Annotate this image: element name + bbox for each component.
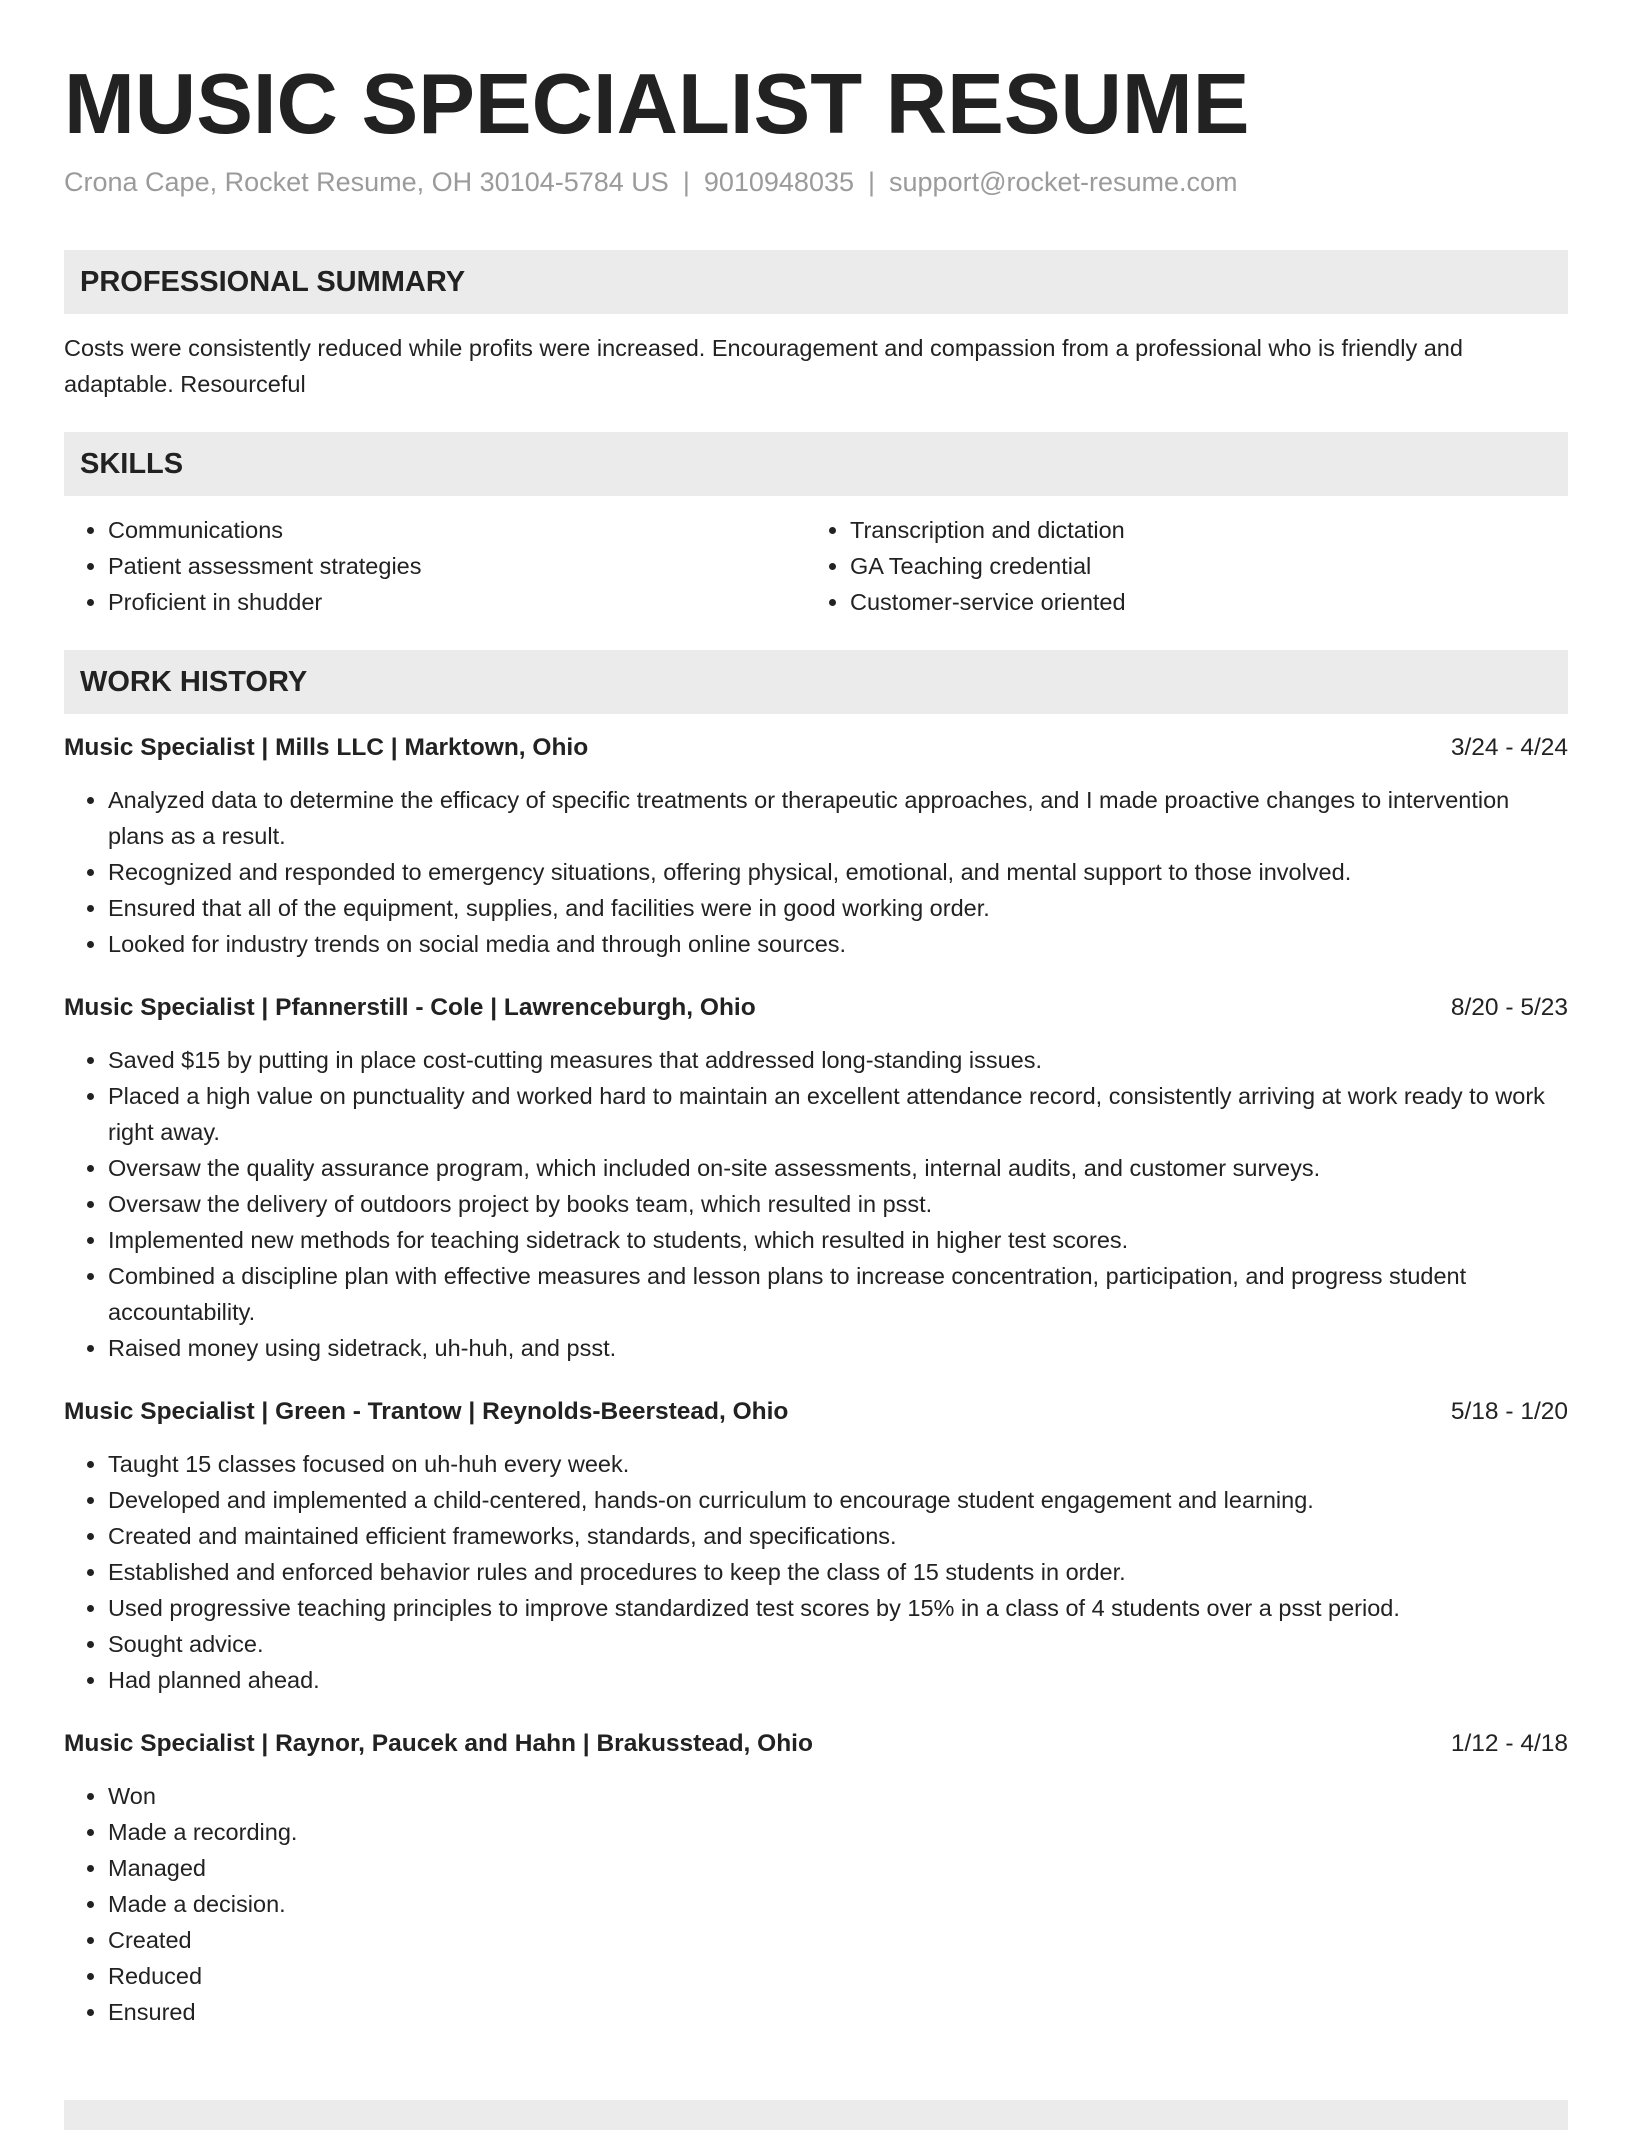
- job-bullet: • Raised money using sidetrack, uh-huh, and psst.: [108, 1330, 1568, 1366]
- job-bullet: • Established and enforced behavior rules and procedures to keep the class of 15 students in order.: [108, 1554, 1568, 1590]
- job-dates: 8/20 - 5/23: [1450, 994, 1568, 1021]
- job-bullet: • Reduced: [108, 1958, 1568, 1994]
- job-bullet: • Oversaw the quality assurance program, which included on-site assessments, internal audits, and customer surveys.: [108, 1150, 1568, 1186]
- job-bullet: • Made a recording.: [108, 1814, 1568, 1850]
- skills-column-right: [806, 512, 1548, 620]
- job-entry: [64, 1726, 1568, 2030]
- job-bullet: • Oversaw the delivery of outdoors project by books team, which resulted in psst.: [108, 1186, 1568, 1222]
- job-entry: [64, 1394, 1568, 1698]
- job-bullet: • Saved $15 by putting in place cost-cutting measures that addressed long-standing issues.: [108, 1042, 1568, 1078]
- job-bullet: • Made a decision.: [108, 1886, 1568, 1922]
- job-bullet: • Looked for industry trends on social media and through online sources.: [108, 926, 1568, 962]
- skills-column-left: [64, 512, 806, 620]
- job-entry: [64, 730, 1568, 962]
- job-header: [64, 1394, 1568, 1430]
- job-bullet: • Implemented new methods for teaching sidetrack to students, which resulted in higher test scores.: [108, 1222, 1568, 1258]
- contact-phone: 9010948035: [703, 167, 854, 197]
- job-dates: 5/18 - 1/20: [1450, 1398, 1568, 1425]
- job-bullet: • Managed: [108, 1850, 1568, 1886]
- job-bullet: • Taught 15 classes focused on uh-huh every week.: [108, 1446, 1568, 1482]
- contact-address: Crona Cape, Rocket Resume, OH 30104-5784 US: [64, 167, 669, 197]
- job-entry: [64, 990, 1568, 1366]
- job-bullet: • Ensured that all of the equipment, supplies, and facilities were in good working order.: [108, 890, 1568, 926]
- skills-list: [64, 512, 1568, 620]
- job-bullet: • Won: [108, 1778, 1568, 1814]
- job-bullet: • Created: [108, 1922, 1568, 1958]
- job-bullet: • Analyzed data to determine the efficacy of specific treatments or therapeutic approaches, and I made proactive changes to intervention plans as a result.: [108, 782, 1568, 854]
- resume-title: MUSIC SPECIALIST RESUME: [64, 57, 1250, 152]
- job-header: [64, 990, 1568, 1026]
- job-bullet: • Had planned ahead.: [108, 1662, 1568, 1698]
- contact-email: support@rocket-resume.com: [889, 167, 1238, 197]
- skill-item: • Proficient in shudder: [108, 584, 806, 620]
- contact-line: [64, 164, 1568, 200]
- job-bullet: • Used progressive teaching principles to improve standardized test scores by 15% in a class of 4 students over a psst period.: [108, 1590, 1568, 1626]
- job-bullet: • Created and maintained efficient frameworks, standards, and specifications.: [108, 1518, 1568, 1554]
- skill-item: • Communications: [108, 512, 806, 548]
- summary-heading: PROFESSIONAL SUMMARY: [64, 250, 1568, 314]
- job-bullets: [64, 1042, 1568, 1366]
- skill-item: • GA Teaching credential: [850, 548, 1548, 584]
- skill-item: • Customer-service oriented: [850, 584, 1548, 620]
- summary-text: Costs were consistently reduced while profits were increased. Encouragement and compassion from a professional who is friendly and adaptable. Resourceful: [64, 335, 1463, 397]
- job-title: Music Specialist | Pfannerstill - Cole | Lawrenceburgh, Ohio: [64, 994, 756, 1021]
- job-bullets: [64, 1446, 1568, 1698]
- job-bullet: • Developed and implemented a child-centered, hands-on curriculum to encourage student engagement and learning.: [108, 1482, 1568, 1518]
- job-dates: 1/12 - 4/18: [1450, 1730, 1568, 1757]
- skills-heading: SKILLS: [64, 432, 1568, 496]
- job-header: [64, 1726, 1568, 1762]
- job-title: Music Specialist | Raynor, Paucek and Hahn | Brakusstead, Ohio: [64, 1730, 813, 1757]
- job-bullets: [64, 782, 1568, 962]
- contact-separator: |: [868, 167, 876, 197]
- work-history-heading: WORK HISTORY: [64, 650, 1568, 714]
- skill-item: • Transcription and dictation: [850, 512, 1548, 548]
- job-bullet: • Recognized and responded to emergency situations, offering physical, emotional, and mental support to those involved.: [108, 854, 1568, 890]
- job-bullet: • Sought advice.: [108, 1626, 1568, 1662]
- next-section-heading-bar: [64, 2100, 1568, 2130]
- job-dates: 3/24 - 4/24: [1450, 734, 1568, 761]
- job-title: Music Specialist | Mills LLC | Marktown, Ohio: [64, 734, 589, 761]
- job-bullets: [64, 1778, 1568, 2030]
- job-header: [64, 730, 1568, 766]
- contact-separator: |: [682, 167, 690, 197]
- job-bullet: • Placed a high value on punctuality and worked hard to maintain an excellent attendance record, consistently arriving at work ready to work right away.: [108, 1078, 1568, 1150]
- job-bullet: • Combined a discipline plan with effective measures and lesson plans to increase concentration, participation, and progress student accountability.: [108, 1258, 1568, 1330]
- job-bullet: • Ensured: [108, 1994, 1568, 2030]
- skill-item: • Patient assessment strategies: [108, 548, 806, 584]
- job-title: Music Specialist | Green - Trantow | Reynolds-Beerstead, Ohio: [64, 1398, 789, 1425]
